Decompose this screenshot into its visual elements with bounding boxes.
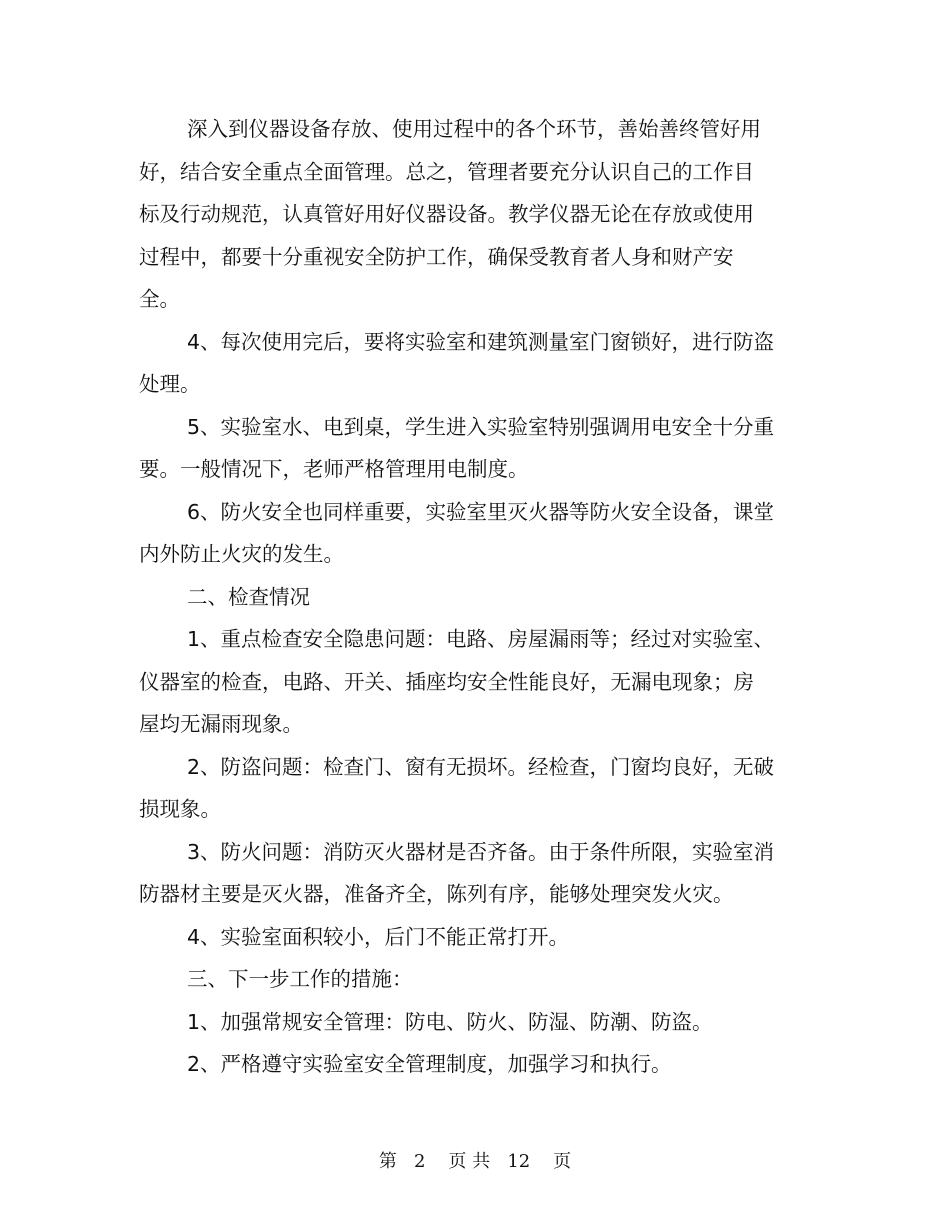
text-line: 3、防火问题：消防灭火器材是否齐备。由于条件所限，实验室消 <box>187 839 775 864</box>
text-line: 二、检查情况 <box>187 584 310 609</box>
text-line: 屋均无漏雨现象。 <box>139 712 303 736</box>
text-line: 过程中，都要十分重视安全防护工作，确保受教育者人身和财产安 <box>139 244 734 269</box>
text-line: 内外防止火灾的发生。 <box>139 542 344 566</box>
text-line: 2、防盗问题：检查门、窗有无损坏。经检查，门窗均良好，无破 <box>187 754 775 779</box>
text-line: 深入到仪器设备存放、使用过程中的各个环节，善始善终管好用 <box>187 117 761 141</box>
text-line: 4、实验室面积较小，后门不能正常打开。 <box>187 924 570 949</box>
text-line: 标及行动规范，认真管好用好仪器设备。教学仪器无论在存放或使用 <box>139 202 754 226</box>
text-line: 仪器室的检查，电路、开关、插座均安全性能良好，无漏电现象；房 <box>139 669 754 694</box>
document-body <box>139 108 775 1086</box>
text-line: 全。 <box>139 287 180 311</box>
text-line: 5、实验室水、电到桌，学生进入实验室特别强调用电安全十分重 <box>187 414 775 439</box>
text-line: 好，结合安全重点全面管理。总之，管理者要充分认识自己的工作目 <box>139 159 754 184</box>
text-line: 1、重点检查安全隐患问题：电路、房屋漏雨等；经过对实验室、 <box>187 627 775 651</box>
text-line: 1、加强常规安全管理：防电、防火、防湿、防潮、防盗。 <box>187 1009 713 1034</box>
footer-suffix: 页 <box>553 1151 572 1172</box>
text-line: 防器材主要是灭火器，准备齐全，陈列有序，能够处理突发火灾。 <box>139 882 734 906</box>
footer-middle: 页 共 <box>448 1151 491 1172</box>
page-footer <box>0 1148 950 1176</box>
text-line: 要。一般情况下，老师严格管理用电制度。 <box>139 457 529 481</box>
footer-prefix: 第 <box>378 1151 397 1172</box>
text-line: 损现象。 <box>139 797 221 821</box>
text-line: 4、每次使用完后，要将实验室和建筑测量室门窗锁好，进行防盗 <box>187 329 775 354</box>
text-line: 三、下一步工作的措施： <box>187 967 413 991</box>
text-line: 处理。 <box>139 372 201 396</box>
current-page-number: 2 <box>414 1151 426 1172</box>
text-line: 6、防火安全也同样重要，实验室里灭火器等防火安全设备，课堂 <box>187 499 775 524</box>
text-line: 2、严格遵守实验室安全管理制度，加强学习和执行。 <box>187 1052 672 1076</box>
total-pages-number: 12 <box>507 1151 531 1172</box>
